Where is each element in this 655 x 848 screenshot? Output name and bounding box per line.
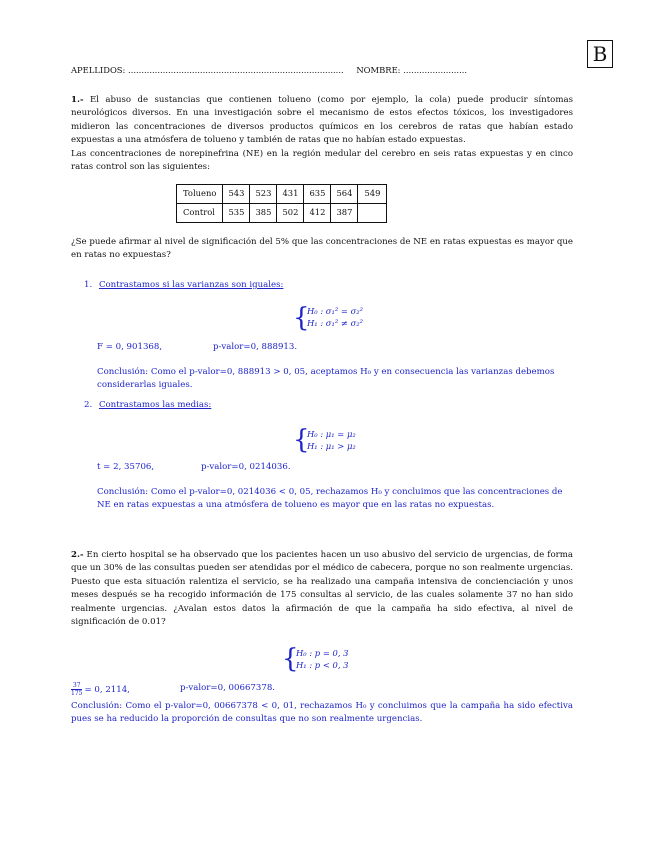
problem2-text: En cierto hospital se ha observado que los pacientes hacen un uso abusivo del servicio de urgencias, de forma que un 30% de las consultas pueden ser atendidas por el médico de cabecera, porque no son realmente urgencias. Puesto que esta situación ralentiza el servicio, se ha realizado una campaña intensiva de concienciación y unos meses después se ha recogido información de 175 consultas al servicio, de las cuales solamente 37 no han sido realmente urgencias. ¿Avalan estos datos la afirmación de que la campaña ha sido efectiva, al nivel de significación de 0.01? xyxy=(71,550,573,628)
problem2-conclusion: Conclusión: Como el p-valor=0, 00667378 < 0, 01, rechazamos H₀ y concluimos que la campaña ha sido efectiva pues se ha reducido la proporción de consultas que no son realmente urgencias. xyxy=(71,701,573,725)
step2-conclusion: Conclusión: Como el p-valor=0, 0214036 < 0, 05, rechazamos H₀ y concluimos que las concentraciones de NE en ratas expuestas a una atmósfera de tolueno es mayor que en las ratas no expuestas. xyxy=(97,487,563,511)
step2-brace: { xyxy=(293,425,310,455)
step1-title: Contrastamos si las varianzas son iguales: xyxy=(98,280,284,290)
problem2-number: 2.- xyxy=(71,550,84,560)
problem2-hypotheses xyxy=(296,647,349,671)
table-row-tolueno xyxy=(177,185,387,204)
table-cell: 502 xyxy=(277,204,304,223)
surname-field[interactable]: APELLIDOS: ................................................................................. xyxy=(71,65,344,75)
fraction-denominator: 175 xyxy=(71,690,83,697)
table-cell: 549 xyxy=(358,185,387,204)
table-cell: 535 xyxy=(223,204,250,223)
problem2-statement xyxy=(71,549,573,629)
fraction-numerator: 37 xyxy=(72,682,81,689)
problem1-text-a: El abuso de sustancias que contienen tolueno (como por ejemplo, la cola) puede producir síntomas neurológicos diversos. En una investigación sobre el mecanismo de estos efectos tóxicos, los investigadores midieron las concentraciones de diversos productos químicos en los cerebros de ratas que habían estado expuestas a una atmósfera de tolueno y también de ratas que no habían estado expuestas. xyxy=(71,95,574,146)
table-cell: 523 xyxy=(250,185,277,204)
step1-h0: H₀ : σ₁² = σ₂² xyxy=(307,306,364,316)
problem2-statistic xyxy=(71,682,130,697)
step2-number: 2. xyxy=(84,400,93,410)
step2-statistic: t = 2, 35706, xyxy=(97,462,155,472)
step2-title: Contrastamos las medias: xyxy=(98,400,212,410)
table-cell: 412 xyxy=(304,204,331,223)
step2-pvalue: p-valor=0, 0214036. xyxy=(201,462,291,472)
ne-concentration-table xyxy=(176,184,387,223)
name-field[interactable]: NOMBRE: ........................ xyxy=(356,65,468,75)
step2-heading xyxy=(84,399,211,412)
step1-pvalue: p-valor=0, 888913. xyxy=(213,342,298,352)
problem1-question: ¿Se puede afirmar al nivel de significación del 5% que las concentraciones de NE en ratas expuestas es mayor que en ratas no expuestas? xyxy=(71,237,573,261)
sample-proportion-fraction xyxy=(71,682,82,697)
step2-h0: H₀ : μ₁ = μ₂ xyxy=(307,429,356,439)
problem2-h1: H₁ : p < 0, 3 xyxy=(296,660,349,670)
step1-heading xyxy=(84,279,283,292)
problem2-h0: H₀ : p = 0, 3 xyxy=(296,648,349,658)
problem2-pvalue: p-valor=0, 00667378. xyxy=(180,683,276,693)
table-row-control xyxy=(177,204,387,223)
step1-hypotheses xyxy=(307,305,363,329)
step2-h1: H₁ : μ₁ > μ₂ xyxy=(307,441,356,451)
row-label: Control xyxy=(177,204,223,223)
step1-number: 1. xyxy=(84,280,93,290)
table-cell: 635 xyxy=(304,185,331,204)
problem1-text-b: Las concentraciones de norepinefrina (NE) en la región medular del cerebro en seis ratas expuestas y en cinco ratas control son las siguientes: xyxy=(71,148,573,173)
table-cell: 385 xyxy=(250,204,277,223)
step2-hypotheses xyxy=(307,428,356,452)
table-cell: 543 xyxy=(223,185,250,204)
problem2-brace: { xyxy=(282,644,299,674)
step1-conclusion: Conclusión: Como el p-valor=0, 888913 > 0, 05, aceptamos H₀ y en consecuencia las varianzas debemos considerarlas iguales. xyxy=(97,367,555,391)
row-label: Tolueno xyxy=(177,185,223,204)
exam-version-badge: B xyxy=(587,40,613,68)
table-cell: 564 xyxy=(331,185,358,204)
step1-statistic: F = 0, 901368, xyxy=(97,342,163,352)
student-header xyxy=(71,64,467,77)
table-cell: 387 xyxy=(331,204,358,223)
problem1-number: 1.- xyxy=(71,95,84,105)
table-cell-empty xyxy=(358,204,387,223)
step1-h1: H₁ : σ₁² ≠ σ₂² xyxy=(307,318,364,328)
statistic-value: = 0, 2114, xyxy=(84,685,130,695)
problem1-statement xyxy=(71,94,573,174)
step1-brace: { xyxy=(293,303,310,333)
table-cell: 431 xyxy=(277,185,304,204)
